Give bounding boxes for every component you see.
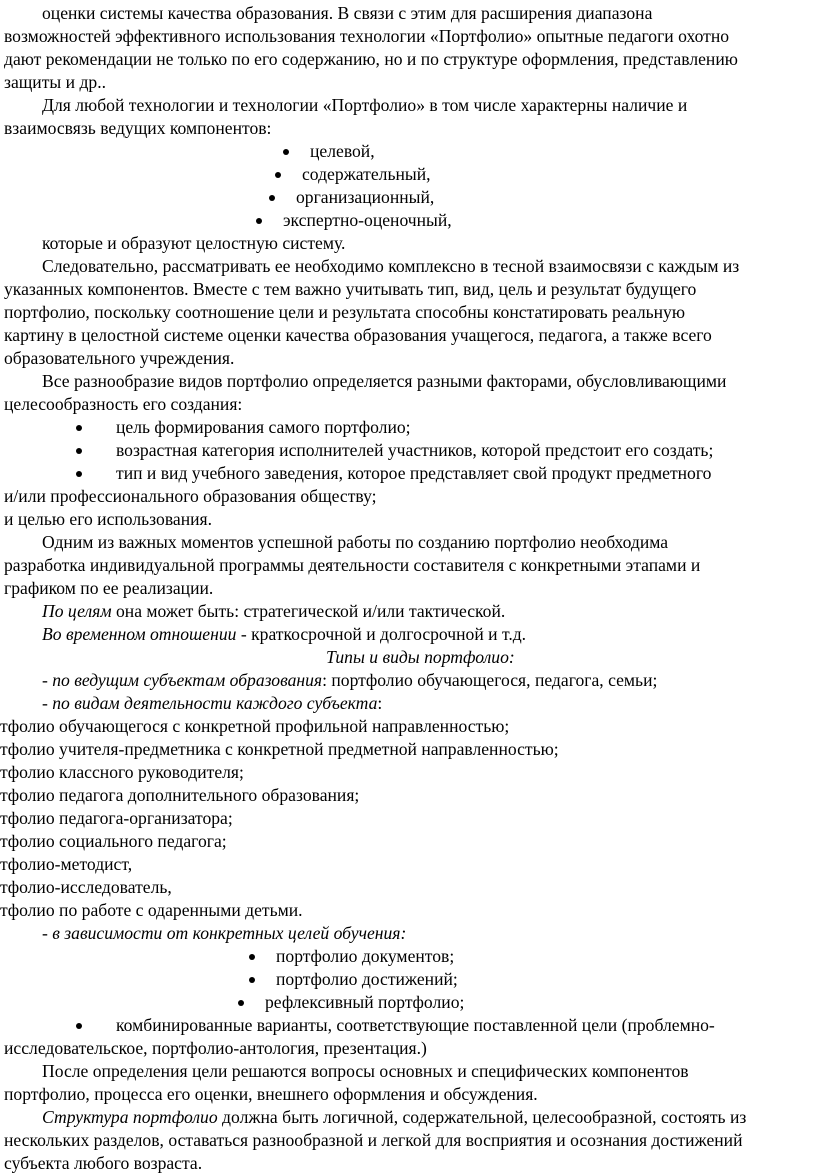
activity-label: - по видам деятельности каждого субъекта [42,693,378,713]
paragraph-line: портфолио, процесса его оценки, внешнего оформления и обсуждения. [4,1084,538,1104]
list-item: тфолио социального педагога; [0,831,227,851]
bullet-icon [76,1023,82,1029]
paragraph-line: разработка индивидуальной программы деятельности составителя с конкретными этапами и [4,555,701,575]
paragraph-line: Одним из важных моментов успешной работы по созданию портфолио необходима [42,532,669,552]
subjects-text: : портфолио обучающегося, педагога, семьи; [322,670,658,690]
list-item: комбинированные варианты, соответствующие поставленной цели (проблемно- [116,1015,715,1035]
bullet-icon [76,425,82,431]
list-item: тип и вид учебного заведения, которое представляет свой продукт предметного [116,463,712,483]
list-item: рефлексивный портфолио; [265,992,465,1012]
bullet-icon [249,977,255,983]
paragraph-line [42,1106,746,1129]
list-item: тфолио-методист, [0,854,133,874]
paragraph-line: Для любой технологии и технологии «Портфолио» в том числе характерны наличие и [42,95,688,115]
activity-colon: : [377,693,383,713]
paragraph-line [42,692,382,715]
bullet-icon [275,172,281,178]
bullet-icon [249,954,255,960]
paragraph-line: и целью его использования. [4,509,213,529]
paragraph-line: взаимосвязь ведущих компонентов: [4,118,272,138]
paragraph-line [42,600,505,623]
paragraph-line [42,623,526,646]
list-item: тфолио-исследователь, [0,877,172,897]
paragraph-line: картину в целостной системе оценки качества образования учащегося, педагога, а также всего [4,325,712,345]
list-item: цель формирования самого портфолио; [116,417,411,437]
time-text: - краткосрочной и долгосрочной и т.д. [236,624,527,644]
section-heading: Типы и виды портфолио: [326,647,515,667]
bullet-icon [256,218,262,224]
list-item: целевой, [310,141,375,161]
list-item: портфолио достижений; [276,969,458,989]
paragraph-line: исследовательское, портфолио-антология, презентация.) [4,1038,427,1058]
paragraph-line: дают рекомендации не только по его содержанию, но и по структуре оформления, представлению [4,49,738,69]
bullet-icon [76,448,82,454]
paragraph-line: целесообразность его создания: [4,394,243,414]
paragraph-line: графиком по ее реализации. [4,578,214,598]
bullet-icon [238,1000,244,1006]
paragraph-line: указанных компонентов. Вместе с тем важно учитывать тип, вид, цель и результат будущего [4,279,697,299]
list-item: тфолио по работе с одаренными детьми. [0,900,303,920]
bullet-icon [283,149,289,155]
paragraph-line: После определения цели решаются вопросы основных и специфических компонентов [42,1061,689,1081]
paragraph-line: портфолио, поскольку соотношение цели и результата способны констатировать реальную [4,302,685,322]
paragraph-line: оценки системы качества образования. В связи с этим для расширения диапазона [42,3,653,23]
list-item: тфолио педагога дополнительного образования; [0,785,360,805]
list-item: экспертно-оценочный, [283,210,452,230]
bullet-icon [269,195,275,201]
time-label: Во временном отношении [42,624,237,644]
paragraph-line: нескольких разделов, оставаться разнообразной и легкой для восприятия и осознания достижений [4,1130,743,1150]
paragraph-line: защиты и др.. [4,72,106,92]
paragraph-line: субъекта любого возраста. [4,1153,203,1173]
structure-text: должна быть логичной, содержательной, целесообразной, состоять из [217,1107,747,1127]
structure-label: Структура портфолио [42,1107,218,1127]
list-item: возрастная категория исполнителей участников, которой предстоит его создать; [116,440,714,460]
paragraph-line: Следовательно, рассматривать ее необходимо комплексно в тесной взаимосвязи с каждым из [42,256,740,276]
list-item: тфолио классного руководителя; [0,762,244,782]
paragraph-line [42,669,657,692]
paragraph-line: которые и образуют целостную систему. [42,233,346,253]
list-item: портфолио документов; [276,946,455,966]
subjects-label: - по ведущим субъектам образования [42,670,323,690]
list-item: тфолио обучающегося с конкретной профильной направленностью; [0,716,510,736]
bullet-icon [76,471,82,477]
paragraph-line: Все разнообразие видов портфолио определяется разными факторами, обусловливающими [42,371,727,391]
paragraph-line: образовательного учреждения. [4,348,235,368]
paragraph-line: возможностей эффективного использования технологии «Портфолио» опытные педагоги охотно [4,26,730,46]
list-item: тфолио учителя-предметника с конкретной предметной направленностью; [0,739,559,759]
section-subheading: - в зависимости от конкретных целей обучения: [42,923,407,943]
goals-text: она может быть: стратегической и/или тактической. [111,601,506,621]
list-item: тфолио педагога-организатора; [0,808,233,828]
list-item: организационный, [296,187,435,207]
paragraph-line: и/или профессионального образования обществу; [4,486,377,506]
list-item: содержательный, [302,164,431,184]
goals-label: По целям [42,601,112,621]
